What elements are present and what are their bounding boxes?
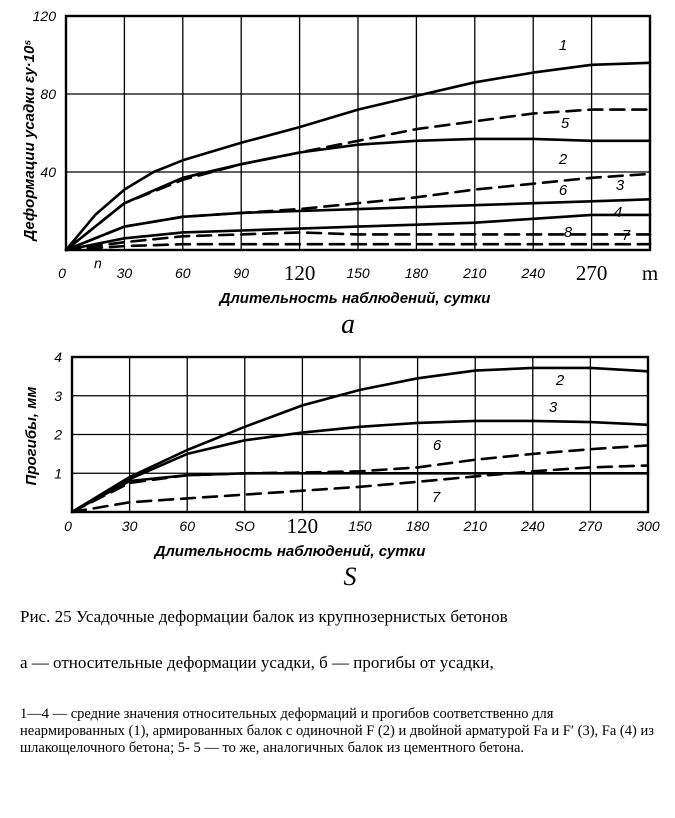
panel2-x-tick-label: 0 (64, 518, 72, 534)
panel1-x-axis-label: Длительность наблюдений, сутки (219, 290, 491, 307)
panel2-curve-label: 3 (548, 399, 558, 416)
panel2-x-tick-label: SO (234, 518, 255, 534)
panel1-x-tick-label: 90 (233, 265, 249, 281)
panel2-x-tick-label: 180 (405, 518, 430, 534)
panel1-curve-label: 3 (615, 177, 625, 194)
panel1-y-axis-label: Деформации усадки εy·10⁵ (21, 39, 38, 241)
panel2-y-tick-label: 1 (54, 465, 62, 482)
panel2-y-tick-label: 4 (54, 349, 62, 365)
panel1-curve-label: 8 (563, 224, 573, 241)
panel2-x-tick-label: 270 (578, 518, 603, 534)
panel1-y-tick-label: 80 (40, 86, 56, 102)
panel2-x-tick-label: 120 (286, 514, 319, 538)
panel2-curve-label: 7 (431, 489, 441, 506)
panel1-x-tick-label: 180 (404, 265, 429, 281)
panel1-x-tick-label: 240 (521, 265, 545, 281)
panel1-y-tick-label: 40 (40, 164, 56, 180)
figure-caption-legend-a: а — относительные деформации усадки, б — прогибы от усадки, (20, 653, 494, 672)
panel1-x-tick-label: 30 (116, 265, 133, 281)
panel2-x-axis-label: Длительность наблюдений, сутки (154, 543, 426, 560)
panel2-curve-label: 6 (432, 437, 442, 454)
panel1-curve-label: 4 (613, 204, 623, 221)
panel1-curve-label: 7 (621, 227, 631, 244)
panel2-x-tick-label: 150 (348, 518, 372, 534)
panel1-x-tick-label: 150 (346, 265, 370, 281)
panel1-x-tick-label: m (641, 261, 659, 285)
panel1-x-tick-label: 210 (463, 265, 487, 281)
panel1-x-tick-label: 0 (58, 265, 66, 281)
panel1-x-tick-label: 270 (575, 261, 608, 285)
panel2-y-tick-label: 3 (54, 387, 62, 404)
panel2-x-tick-label: 60 (179, 518, 195, 534)
panel1-curve-label: 6 (558, 182, 568, 199)
figure-caption-title: Рис. 25 Усадочные деформации балок из крупнозернистых бетонов (20, 607, 508, 626)
panel1-y-tick-label: 120 (32, 8, 56, 24)
panel1-curve-label: 5 (560, 115, 570, 132)
panel1-axis-symbol: n (94, 255, 102, 271)
panel1-x-tick-label: 60 (175, 265, 191, 281)
panel2-y-axis-label: Прогибы, мм (23, 386, 40, 486)
panel1-panel-letter: a (341, 309, 355, 340)
panel2-y-tick-label: 2 (54, 426, 62, 443)
panel1-curve-label: 2 (558, 151, 568, 168)
panel2-x-tick-label: 30 (121, 518, 138, 534)
panel2-x-tick-label: 210 (463, 518, 487, 534)
panel2-x-tick-label: 300 (636, 518, 660, 534)
panel1-x-tick-label: 120 (283, 261, 316, 285)
figure-caption-legend-b: 1—4 — средние значения относительных деформаций и прогибов соответственно для неармированных (1), армированных балок с одиночной F (2) и двойной арматурой Fa и F′ (3), Fa (4) из шлакощелочного бетона; 5- 5 — то же, аналогичных балок из цементного бетона. (20, 706, 654, 756)
panel1-curve-label: 1 (558, 37, 568, 54)
panel2-panel-letter: S (343, 562, 357, 591)
panel2-curve-label: 2 (555, 372, 565, 389)
panel2-x-tick-label: 240 (521, 518, 545, 534)
